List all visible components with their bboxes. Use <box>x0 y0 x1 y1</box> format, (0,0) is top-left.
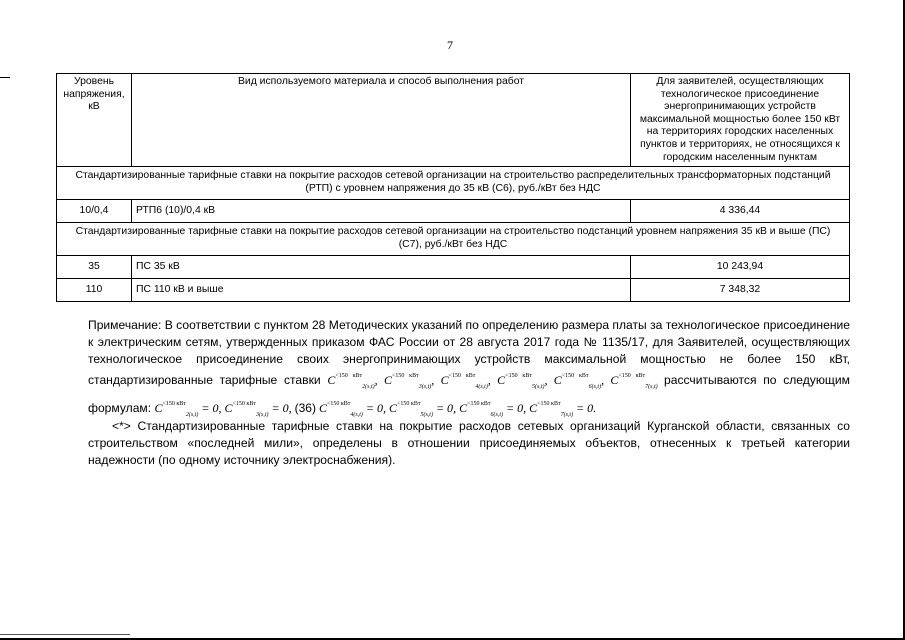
cell-material: ПС 110 кВ и выше <box>132 279 631 302</box>
cell-value: 10 243,94 <box>631 256 850 279</box>
section-row <box>57 167 850 200</box>
note-text: рассчитываются по следующим формулам: <box>88 373 850 415</box>
edge-mark <box>0 77 10 78</box>
note-paragraph <box>88 317 850 424</box>
cell-material: РТП6 (10)/0,4 кВ <box>132 200 631 223</box>
tariff-table <box>56 73 850 302</box>
note-text: Примечание: В соответствии с пунктом 28 Методических указаний по определению размера платы за технологическое присоединение к электрическим сетям, утвержденных приказом ФАС России от 28 августа 2017 года № 1135/17, для Заявителей, осуществляющих технологическое присоединение своих энергопринимающих устройств максимальной мощностью не более 150 кВт, стандартизированные тарифные ставки <box>88 318 850 387</box>
cell-voltage: 10/0,4 <box>57 200 132 223</box>
table-row <box>57 256 850 279</box>
table-header-row <box>57 74 850 167</box>
header-applicants: Для заявителей, осуществляющих технологическое присоединение энергопринимающих устройств максимальной мощностью более 150 кВт на территориях городских населенных пунктов и территориях, не относящихся к городским населенным пунктам <box>631 74 850 167</box>
formula-ref: (36) <box>294 401 316 415</box>
page-number: 7 <box>447 38 453 52</box>
cell-material: ПС 35 кВ <box>132 256 631 279</box>
formula-line: $C^{<150 кВт}_{2(s,t)} = 0$, $C^{<150 кВт}_{3(s,t)} = 0$, (36) $C^{<150 кВт}_{4(s,t)} = 0$, $C^{<150 кВт}_{5(s,t)} = 0$, $C^{<150 кВт}_{6(s,t)} = 0$, $C^{<150 кВт}_{7(s,t)} = 0$. <box>154 401 597 418</box>
cell-value: 4 336,44 <box>631 200 850 223</box>
table-row <box>57 279 850 302</box>
section-title: Стандартизированные тарифные ставки на покрытие расходов сетевой организации на строительство подстанций уровнем напряжения 35 кВ и выше (ПС) (С7), руб./кВт без НДС <box>57 223 850 256</box>
table-row <box>57 200 850 223</box>
footnote-text: <*> Стандартизированные тарифные ставки на покрытие расходов сетевых организаций Курганской области, связанных со строительством «последней мили», определены в отношении присоединяемых объектов, отнесенных к третьей категории надежности (по одному источнику электроснабжения). <box>88 419 850 467</box>
section-row <box>57 223 850 256</box>
footnote-paragraph <box>88 418 850 469</box>
section-title: Стандартизированные тарифные ставки на покрытие расходов сетевой организации на строительство распределительных трансформаторных подстанций (РТП) с уровнем напряжения до 35 кВ (С6), руб./кВт без НДС <box>57 167 850 200</box>
cell-value: 7 348,32 <box>631 279 850 302</box>
header-voltage: Уровень напряжения, кВ <box>57 74 132 167</box>
header-material: Вид используемого материала и способ выполнения работ <box>132 74 631 167</box>
rate-list: $C^{<150 кВт}_{2(s,t)}$, $C^{<150 кВт}_{3(s,t)}$, $C^{<150 кВт}_{4(s,t)}$, $C^{<150 кВт}_{5(s,t)}$, $C^{<150 кВт}_{6(s,t)}$, $C^{<150 кВт}_{7(s,t)}$ <box>327 373 658 390</box>
cell-voltage: 110 <box>57 279 132 302</box>
cell-voltage: 35 <box>57 256 132 279</box>
edge-mark <box>0 634 130 635</box>
